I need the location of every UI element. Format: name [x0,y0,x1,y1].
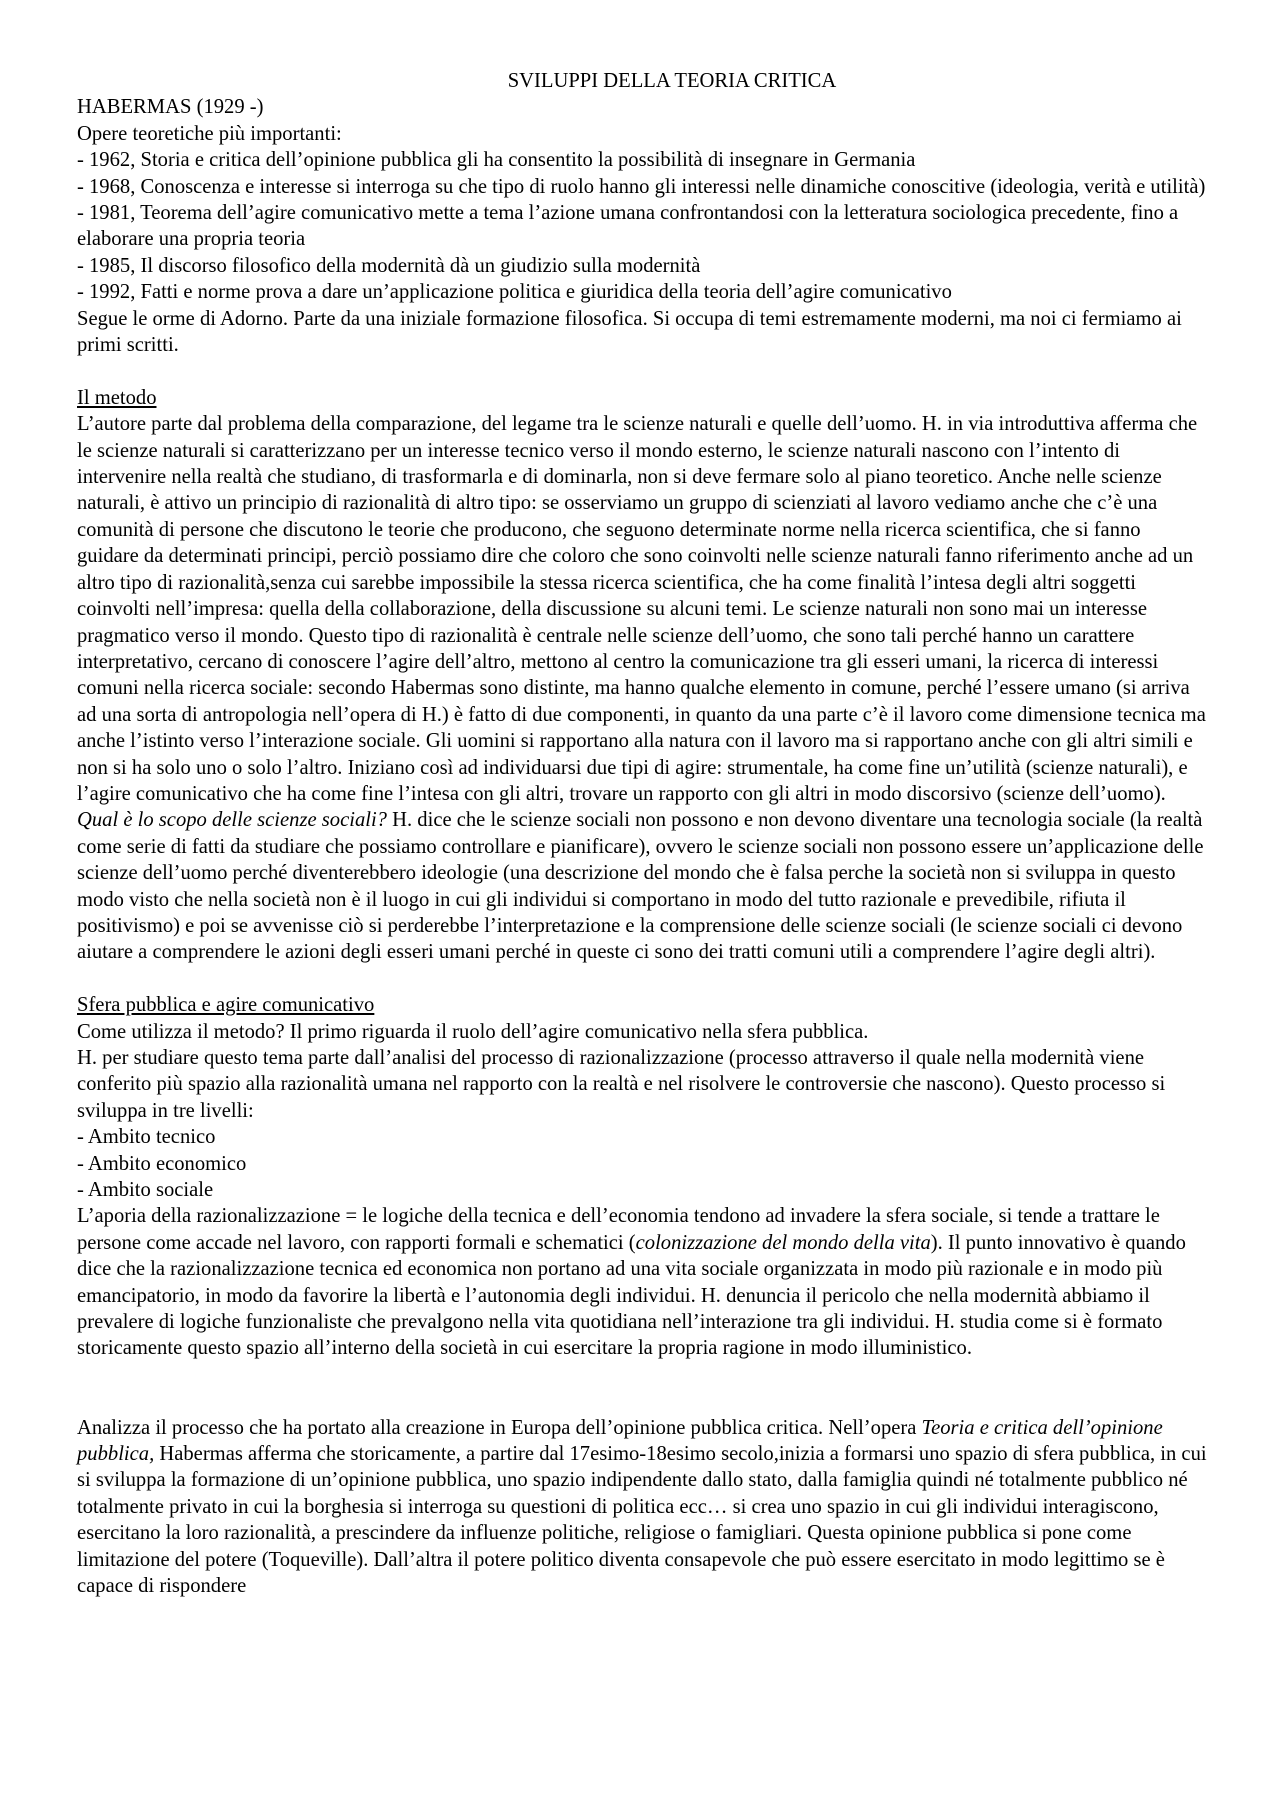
work-item-1968: - 1968, Conoscenza e interesse si interroga su che tipo di ruolo hanno gli interessi nelle dinamiche conoscitive (ideologia, verità e utilità) [77,175,1206,198]
metodo-text-a: L’autore parte dal problema della comparazione, del legame tra le scienze naturali e quelle dell’uomo. H. in via introduttiva afferma che le scienze naturali si caratterizzano per un interesse tecnico verso il mondo esterno, le scienze naturali nascono con l’intento di intervenire nella realtà che studiano, di trasformarla e di dominarla, non si deve fermare solo al piano teoretico. Anche nelle scienze naturali, è attivo un principio di razionalità di altro tipo: se osserviamo un gruppo di scienziati al lavoro vediamo anche che c’è una comunità di persone che discutono le teorie che producono, che seguono determinate norme nella ricerca scientifica, che si fanno guidare da determinati principi, perciò possiamo dire che coloro che sono coinvolti nelle scienze naturali fanno riferimento anche ad un altro tipo di razionalità,senza cui sarebbe impossibile la stessa ricerca scientifica, che ha come finalità l’intesa degli altri soggetti coinvolti nell’impresa: quella della collaborazione, della discussione su alcuni temi. Le scienze naturali non sono mai un interesse pragmatico verso il mondo. Questo tipo di razionalità è centrale nelle scienze dell’uomo, che sono tali perché hanno un carattere interpretativo, cercano di conoscere l’agire dell’altro, mettono al centro la comunicazione tra gli esseri umani, la ricerca di interessi comuni nella ricerca sociale: secondo Habermas sono distinte, ma hanno qualche elemento in comune, perché l’essere umano (si arriva ad una sorta di antropologia nell’opera di H.) è fatto di due componenti, in quanto da una parte c’è il lavoro come dimensione tecnica ma anche l’istinto verso l’interazione sociale. Gli uomini si rapportano alla natura con il lavoro ma si rapportano anche con gli altri simili e non si ha solo uno o solo l’altro. Iniziano così ad individuarsi due tipi di agire: strumentale, ha come fine un’utilità (scienze naturali), e l’agire comunicativo che ha come fine l’intesa con gli altri, trovare un rapporto con gli altri in modo discorsivo (scienze dell’uomo). [77,413,1206,805]
opinione-text-b: Habermas afferma che storicamente, a partire dal 17esimo-18esimo secolo,inizia a formarsi uno spazio di sfera pubblica, in cui si sviluppa la formazione di un’opinione pubblica, uno spazio indipendente dallo stato, dalla famiglia quindi né totalmente pubblico né totalmente privato in cui la borghesia si interroga su questioni di politica ecc… si crea uno spazio in cui gli individui interagiscono, esercitano la loro razionalità, a prescindere da influenze politiche, religiose o famigliari. Questa opinione pubblica si pone come limitazione del potere (Toqueville). Dall’altra il potere politico diventa consapevole che può essere esercitato in modo legittimo se è capace di rispondere [77,1443,1207,1598]
spacer [77,966,1207,992]
works-heading: Opere teoretiche più importanti: [77,122,342,145]
work-item-1962: - 1962, Storia e critica dell’opinione pubblica gli ha consentito la possibilità di insegnare in Germania [77,149,916,172]
work-item-1992: - 1992, Fatti e norme prova a dare un’applicazione politica e giuridica della teoria dell’agire comunicativo [77,281,952,304]
work-item-1981: - 1981, Teorema dell’agire comunicativo mette a tema l’azione umana confrontandosi con la letteratura sociologica precedente, fino a elaborare una propria teoria [77,202,1179,251]
aporia-paragraph [77,1203,1207,1361]
spacer [77,1362,1207,1415]
work-item-1985: - 1985, Il discorso filosofico della modernità dà un giudizio sulla modernità [77,254,701,277]
section-heading-metodo: Il metodo [77,386,157,409]
sfera-line-2: H. per studiare questo tema parte dall’analisi del processo di razionalizzazione (processo attraverso il quale nella modernità viene conferito più spazio alla razionalità umana nel rapporto con la realtà e nel risolvere le controversie che nascono). Questo processo si sviluppa in tre livelli: [77,1047,1166,1122]
metodo-question: Qual è lo scopo delle scienze sociali? [77,809,387,832]
metodo-paragraph [77,411,1207,966]
aporia-text-a: L’aporia della razionalizzazione = le logiche della tecnica e dell’economia tendono ad invadere la sfera sociale, si tende a trattare le persone come accade nel lavoro, con rapporti formali e schematici ( [77,1205,1160,1254]
page-title: SVILUPPI DELLA TEORIA CRITICA [507,70,837,92]
sfera-line-1: Come utilizza il metodo? Il primo riguarda il ruolo dell’agire comunicativo nella sfera pubblica. [77,1020,869,1043]
author-heading: HABERMAS (1929 -) [77,96,264,119]
level-item-tecnico: - Ambito tecnico [77,1126,216,1149]
section-heading-sfera: Sfera pubblica e agire comunicativo [77,994,375,1017]
opinione-work-title: Teoria e critica dell’opinione pubblica, [77,1416,1163,1466]
aporia-text-b: ). Il punto innovativo è quando dice che la razionalizzazione tecnica ed economica non portano ad una vita sociale organizzata in modo più razionale e in modo più emancipatorio, in modo da favorire la libertà e l’autonomia degli individui. H. denuncia il pericolo che nella modernità abbiamo il prevalere di logiche funzionaliste che prevalgono nella vita quotidiana nell’interazione tra gli individui. H. studia come si è formato storicamente questo spazio all’interno della società in cui esercitare la propria ragione in modo illuministico. [77,1231,1186,1360]
intro-closing-paragraph: Segue le orme di Adorno. Parte da una iniziale formazione filosofica. Si occupa di temi estremamente moderni, ma noi ci fermiamo ai primi scritti. [77,307,1182,357]
level-item-sociale: - Ambito sociale [77,1179,214,1202]
spacer [77,358,1207,384]
opinione-paragraph [77,1415,1207,1600]
aporia-emphasis: colonizzazione del mondo della vita [635,1231,931,1254]
metodo-text-b: H. dice che le scienze sociali non possono e non devono diventare una tecnologia sociale (la realtà come serie di fatti da studiare che possiamo controllare e pianificare), ovvero le scienze sociali non possono essere un’applicazione delle scienze dell’uomo perché diventerebbero ideologie (una descrizione del mondo che è falsa perche la società non si sviluppa in questo modo visto che nella società non è il luogo in cui gli individui si comportano in modo del tutto razionale e prevedibile, rifiuta il positivismo) e poi se avvenisse ciò si perderebbe l’interpretazione e la comprensione delle scienze sociali (le scienze sociali ci devono aiutare a comprendere le azioni degli esseri umani perché in queste ci sono dei tratti comuni utili a comprendere l’agire degli altri). [77,809,1204,964]
level-item-economico: - Ambito economico [77,1152,247,1175]
opinione-text-a: Analizza il processo che ha portato alla creazione in Europa dell’opinione pubblica critica. Nell’opera [77,1416,922,1439]
document-page [77,68,1207,1600]
